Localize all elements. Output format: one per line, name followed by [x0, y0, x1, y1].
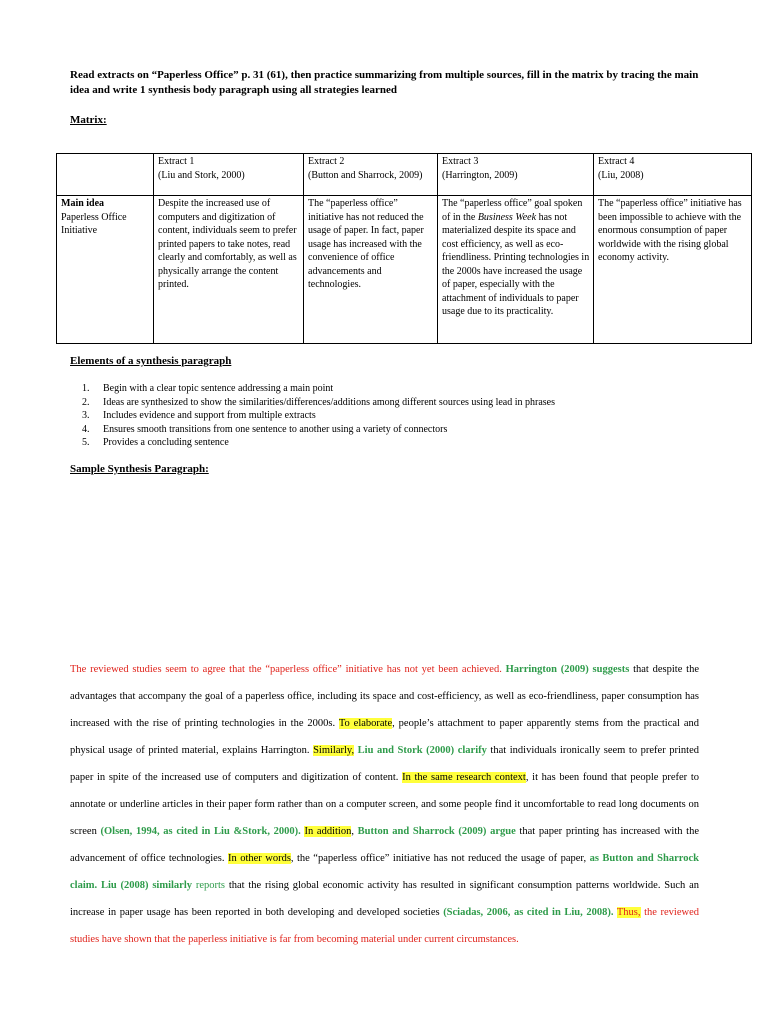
- transition-highlight: In the same research context: [402, 772, 526, 783]
- extract-title: Extract 3: [442, 156, 479, 167]
- citation: (Olsen, 1994, as cited in Liu &Stork, 2000).: [100, 826, 301, 837]
- paragraph-text: that the rising global economic activity has resulted in significant consumption patterns worldwide. Such an increase in paper usage has been reported in both developing and developed societies: [70, 880, 699, 918]
- row-label-text: Paperless Office Initiative: [61, 211, 127, 236]
- matrix-cell-extract-2: The “paperless office” initiative has not reduced the usage of paper. In fact, paper usage has increased with the convenience of office advancements and technologies.: [304, 196, 438, 344]
- row-label-bold: Main idea: [61, 198, 105, 209]
- matrix-cell-extract-3: [438, 196, 594, 344]
- list-item: [82, 409, 555, 423]
- matrix-corner-cell: [57, 154, 154, 196]
- matrix-cell-extract-4: The “paperless office” initiative has been impossible to achieve with the enormous consumption of paper worldwide with the rising global economy activity.: [594, 196, 752, 344]
- cell-text: has not materialized despite its space and cost efficiency, as well as eco-friendliness. Printing technologies in the 2000s have increased the usage of paper, especially with the attachment of individuals to paper usage due to its practicality.: [442, 211, 590, 317]
- synthesis-paragraph: [70, 656, 699, 953]
- matrix-table: [56, 153, 752, 344]
- list-text: Ideas are synthesized to show the similarities/differences/additions among different sources using lead in phrases: [103, 396, 556, 408]
- list-number: 5.: [82, 437, 90, 448]
- transition-highlight: Thus,: [616, 907, 641, 918]
- extract-source: (Harrington, 2009): [442, 169, 518, 181]
- list-number: 3.: [82, 410, 90, 421]
- source-lead-in: Harrington (2009) suggests: [505, 664, 630, 675]
- cell-text: The “paperless office” goal spoken of in the: [442, 198, 583, 223]
- concluding-sentence: the reviewed studies have shown that the paperless initiative is far from becoming material under current circumstances.: [70, 907, 699, 945]
- extract-title: Extract 1: [158, 156, 195, 167]
- matrix-cell-extract-1: Despite the increased use of computers and digitization of content, individuals seem to prefer printed papers to take notes, read clearly and comfortably, as well as physically arrange the content printed.: [154, 196, 304, 344]
- extract-source: (Liu and Stork, 2000): [158, 169, 245, 181]
- matrix-header-extract-1: [154, 154, 304, 196]
- matrix-heading: Matrix:: [70, 114, 107, 126]
- paragraph-text: , the “paperless office” initiative has not reduced the usage of paper,: [290, 853, 590, 864]
- matrix-row-label: [57, 196, 154, 344]
- list-item: [82, 436, 555, 450]
- matrix-main-idea-row: [57, 196, 752, 344]
- extract-title: Extract 4: [598, 156, 635, 167]
- list-text: Includes evidence and support from multiple extracts: [103, 410, 316, 421]
- transition-highlight: In other words: [227, 853, 291, 864]
- source-lead-in: as Button and Sharrock claim.: [70, 853, 699, 891]
- elements-heading: Elements of a synthesis paragraph: [70, 355, 232, 367]
- topic-sentence: The reviewed studies seem to agree that the “paperless office” initiative has not yet been achieved.: [70, 664, 502, 675]
- paragraph-text: ,: [351, 826, 358, 837]
- paragraph-text: , it has been found that people prefer to annotate or underline articles in their paper form rather than on a computer screen, and some people find it uncomfortable to read long documents on screen: [70, 772, 700, 837]
- citation: (Sciadas, 2006, as cited in Liu, 2008).: [443, 907, 614, 918]
- instructions-text: Read extracts on “Paperless Office” p. 31 (61), then practice summarizing from multiple sources, fill in the matrix by tracing the main idea and write 1 synthesis body paragraph using all strategies learned: [70, 69, 699, 96]
- paragraph-text: that paper printing has increased with the advancement of office technologies.: [70, 826, 700, 864]
- extract-source: (Button and Sharrock, 2009): [308, 169, 423, 181]
- matrix-header-extract-2: [304, 154, 438, 196]
- matrix-header-row: [57, 154, 752, 196]
- transition-highlight: In addition: [304, 826, 352, 837]
- list-number: 1.: [82, 383, 90, 394]
- list-item: [82, 396, 555, 410]
- extract-title: Extract 2: [308, 156, 345, 167]
- list-number: 2.: [82, 396, 90, 408]
- source-lead-in: Button and Sharrock (2009) argue: [357, 826, 516, 837]
- matrix-header-extract-4: [594, 154, 752, 196]
- transition-highlight: Similarly,: [313, 745, 355, 756]
- extract-source: (Liu, 2008): [598, 169, 644, 181]
- sample-heading: Sample Synthesis Paragraph:: [70, 463, 209, 475]
- list-number: 4.: [82, 423, 90, 435]
- list-item: [82, 382, 555, 396]
- elements-list: [82, 382, 555, 450]
- source-lead-in: Liu (2008) similarly: [100, 880, 193, 891]
- paragraph-text: that individuals ironically seem to prefer printed paper in spite of the increased use of computers and digitization of content.: [70, 745, 700, 783]
- transition-highlight: To elaborate: [338, 718, 393, 729]
- paragraph-text: , people’s attachment to paper apparently stems from the practical and physical usage of printed material, explains Harrington.: [70, 718, 700, 756]
- list-text: Ensures smooth transitions from one sentence to another using a variety of connectors: [103, 423, 448, 435]
- paragraph-text: that despite the advantages that accompany the goal of a paperless office, including its space and cost-efficiency, as well as eco-friendliness, paper consumption has increased with the rise of printing technologies in the 2000s.: [70, 664, 699, 729]
- source-lead-in: Liu and Stork (2000) clarify: [357, 745, 487, 756]
- cell-text-italic: Business Week: [477, 211, 537, 223]
- list-text: Provides a concluding sentence: [103, 437, 229, 448]
- source-verb: reports: [192, 880, 225, 891]
- list-item: [82, 423, 555, 437]
- matrix-header-extract-3: [438, 154, 594, 196]
- list-text: Begin with a clear topic sentence addressing a main point: [103, 383, 334, 394]
